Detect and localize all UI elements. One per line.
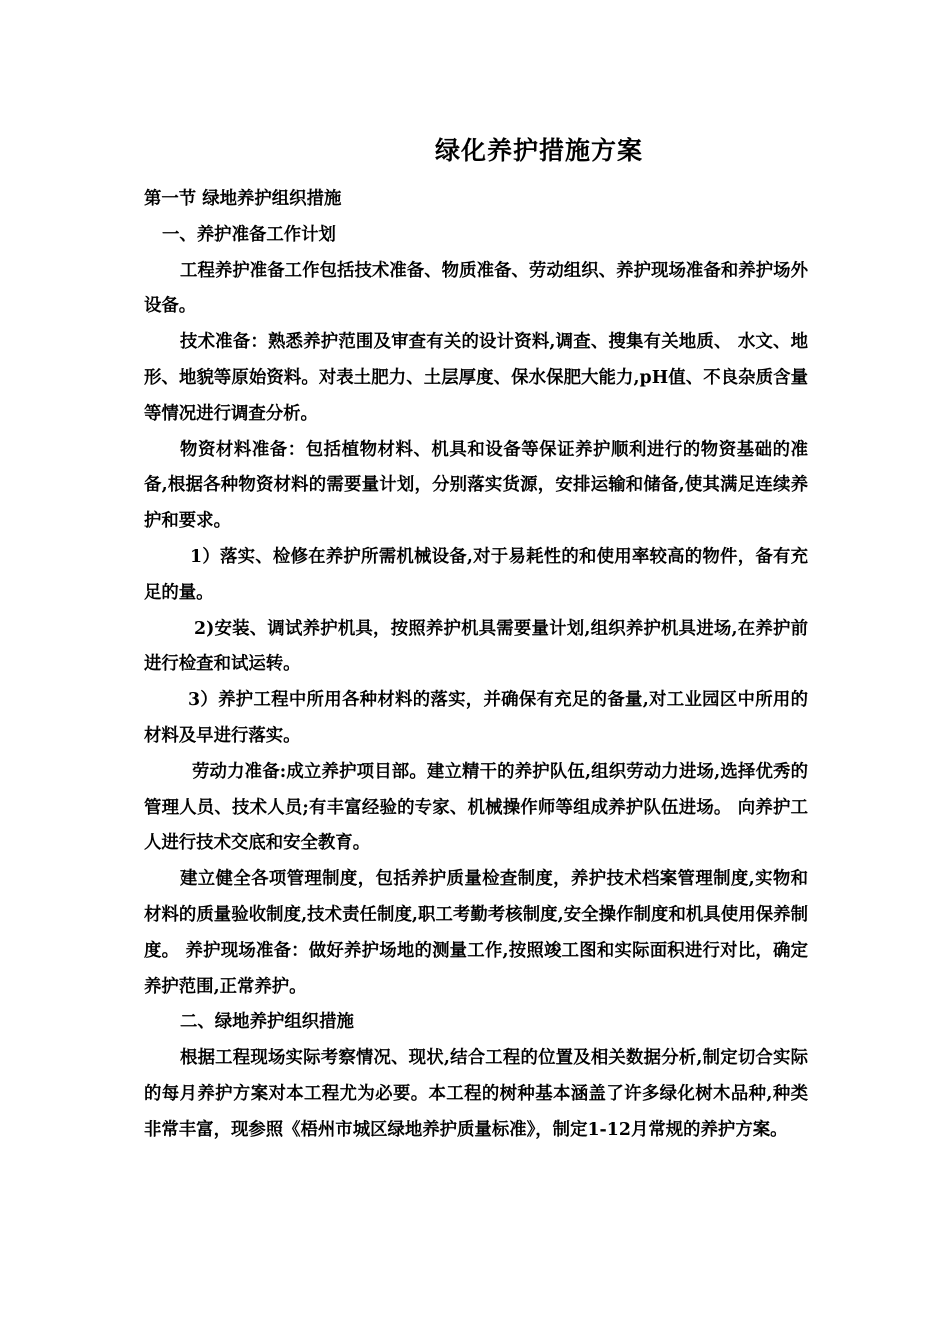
paragraph: 根据工程现场实际考察情况、现状,结合工程的位置及相关数据分析,制定切合实际的每月养护方案对本工程尤为必要。本工程的树种基本涵盖了许多绿化树木品种,种类非常丰富，现参照《梧州市城区绿地养护质量标准》，制定1-12月常规的养护方案。 bbox=[144, 1048, 808, 1140]
list-item: 3）养护工程中所用各种材料的落实，并确保有充足的备量,对工业园区中所用的材料及早进行落实。 bbox=[144, 690, 808, 746]
document-body bbox=[144, 182, 808, 1149]
section-heading: 第一节 绿地养护组织措施 bbox=[144, 189, 342, 209]
paragraph: 物资材料准备：包括植物材料、机具和设备等保证养护顺利进行的物资基础的准备,根据各种物资材料的需要量计划，分别落实货源，安排运输和储备,使其满足连续养护和要求。 bbox=[144, 439, 808, 532]
subsection-heading: 一、养护准备工作计划 bbox=[162, 224, 336, 245]
paragraph: 劳动力准备:成立养护项目部。建立精干的养护队伍,组织劳动力进场,选择优秀的管理人员、技术人员;有丰富经验的专家、机械操作师等组成养护队伍进场。 向养护工人进行技术交底和安全教育。 bbox=[144, 761, 808, 854]
paragraph: 工程养护准备工作包括技术准备、物质准备、劳动组织、养护现场准备和养护场外设备。 bbox=[144, 260, 808, 317]
list-item: 2)安装、调试养护机具，按照养护机具需要量计划,组织养护机具进场,在养护前进行检查和试运转。 bbox=[144, 618, 808, 675]
paragraph: 建立健全各项管理制度，包括养护质量检查制度，养护技术档案管理制度,实物和材料的质量验收制度,技术责任制度,职工考勤考核制度,安全操作制度和机具使用保养制度。 养护现场准备：做好养护场地的测量工作,按照竣工图和实际面积进行对比，确定养护范围,正常养护。 bbox=[144, 869, 808, 997]
document-title: 绿化养护措施方案 bbox=[434, 136, 643, 165]
subsection-heading: 二、绿地养护组织措施 bbox=[180, 1012, 354, 1033]
paragraph: 技术准备：熟悉养护范围及审查有关的设计资料,调查、搜集有关地质、 水文、地形、地貌等原始资料。对表土肥力、土层厚度、保水保肥大能力,pH值、不良杂质含量等情况进行调查分析。 bbox=[144, 332, 808, 424]
list-item: 1）落实、检修在养护所需机械设备,对于易耗性的和使用率较高的物件，备有充足的量。 bbox=[144, 546, 808, 603]
